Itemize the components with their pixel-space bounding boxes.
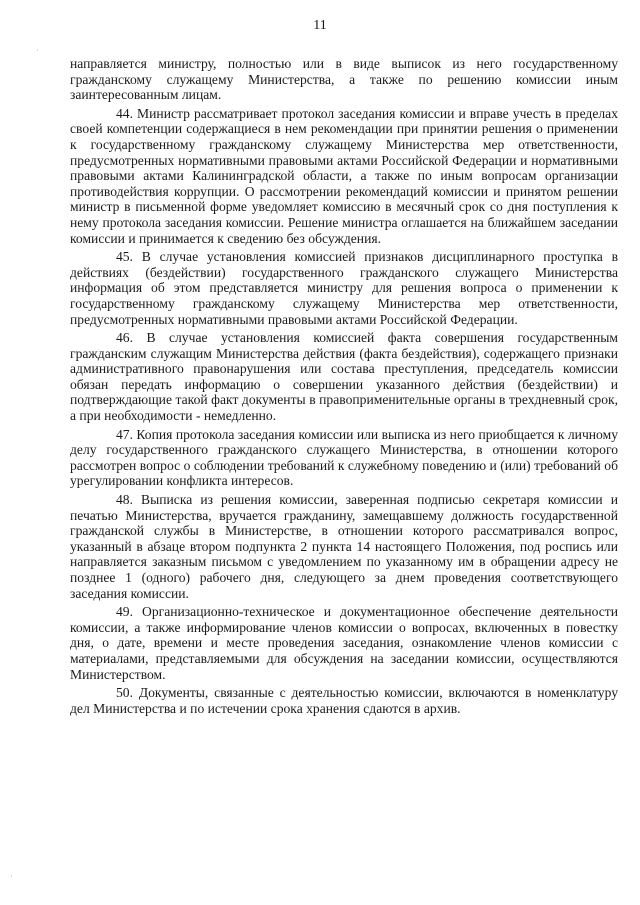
paragraph-50: 50. Документы, связанные с деятельностью комиссии, включаются в номенклатуру дел Министерства и по истечении срока хранения сдаются в архив.: [70, 685, 618, 716]
scan-mark: ·: [36, 46, 39, 55]
scan-mark: ·: [10, 872, 13, 881]
paragraph-44: 44. Министр рассматривает протокол заседания комиссии и вправе учесть в пределах своей компетенции содержащиеся в нем рекомендации при принятии решения о применении к государственному гражданскому служащему Министерства мер ответственности, предусмотренных нормативными правовыми актами Российской Федерации и нормативными правовыми актами Калининградской области, а также по иным вопросам организации противодействия коррупции. О рассмотрении рекомендаций комиссии и принятом решении министр в письменной форме уведомляет комиссию в месячный срок со дня поступления к нему протокола заседания комиссии. Решение министра оглашается на ближайшем заседании комиссии и принимается к сведению без обсуждения.: [70, 105, 618, 246]
paragraph-47: 47. Копия протокола заседания комиссии или выписка из него приобщается к личному делу государственного гражданского служащего Министерства, в отношении которого рассмотрен вопрос о соблюдении требований к служебному поведению и (или) требований об урегулировании конфликта интересов.: [70, 426, 618, 489]
paragraph-continuation: направляется министру, полностью или в виде выписок из него государственному гражданскому служащему Министерства, а также по решению комиссии иным заинтересованным лицам.: [70, 56, 618, 103]
paragraph-45: 45. В случае установления комиссией признаков дисциплинарного проступка в действиях (бездействии) государственного гражданского служащего Министерства информация об этом представляется министру для решения вопроса о применении к государственному гражданскому служащему Министерства мер ответственности, предусмотренных нормативными правовыми актами Российской Федерации.: [70, 249, 618, 327]
paragraph-48: 48. Выписка из решения комиссии, заверенная подписью секретаря комиссии и печатью Министерства, вручается гражданину, замещавшему должность государственной гражданской службы в Министерстве, в отношении которого рассматривался вопрос, указанный в абзаце втором подпункта 2 пункта 14 настоящего Положения, под роспись или направляется заказным письмом с уведомлением по указанному им в обращении адресу не позднее 1 (одного) рабочего дня, следующего за днем проведения соответствующего заседания комиссии.: [70, 492, 618, 601]
document-body: [70, 56, 618, 719]
paragraph-46: 46. В случае установления комиссией факта совершения государственным гражданским служащим Министерства действия (факта бездействия), содержащего признаки административного правонарушения или состава преступления, председатель комиссии обязан передать информацию о совершении указанного действия (бездействии) и подтверждающие такой факт документы в правоприменительные органы в трехдневный срок, а при необходимости - немедленно.: [70, 330, 618, 424]
page-number: 11: [313, 18, 327, 33]
paragraph-49: 49. Организационно-техническое и документационное обеспечение деятельности комиссии, а также информирование членов комиссии о вопросах, включенных в повестку дня, о дате, времени и месте проведения заседания, ознакомление членов комиссии с материалами, представляемыми для обсуждения на заседании комиссии, осуществляются Министерством.: [70, 604, 618, 682]
